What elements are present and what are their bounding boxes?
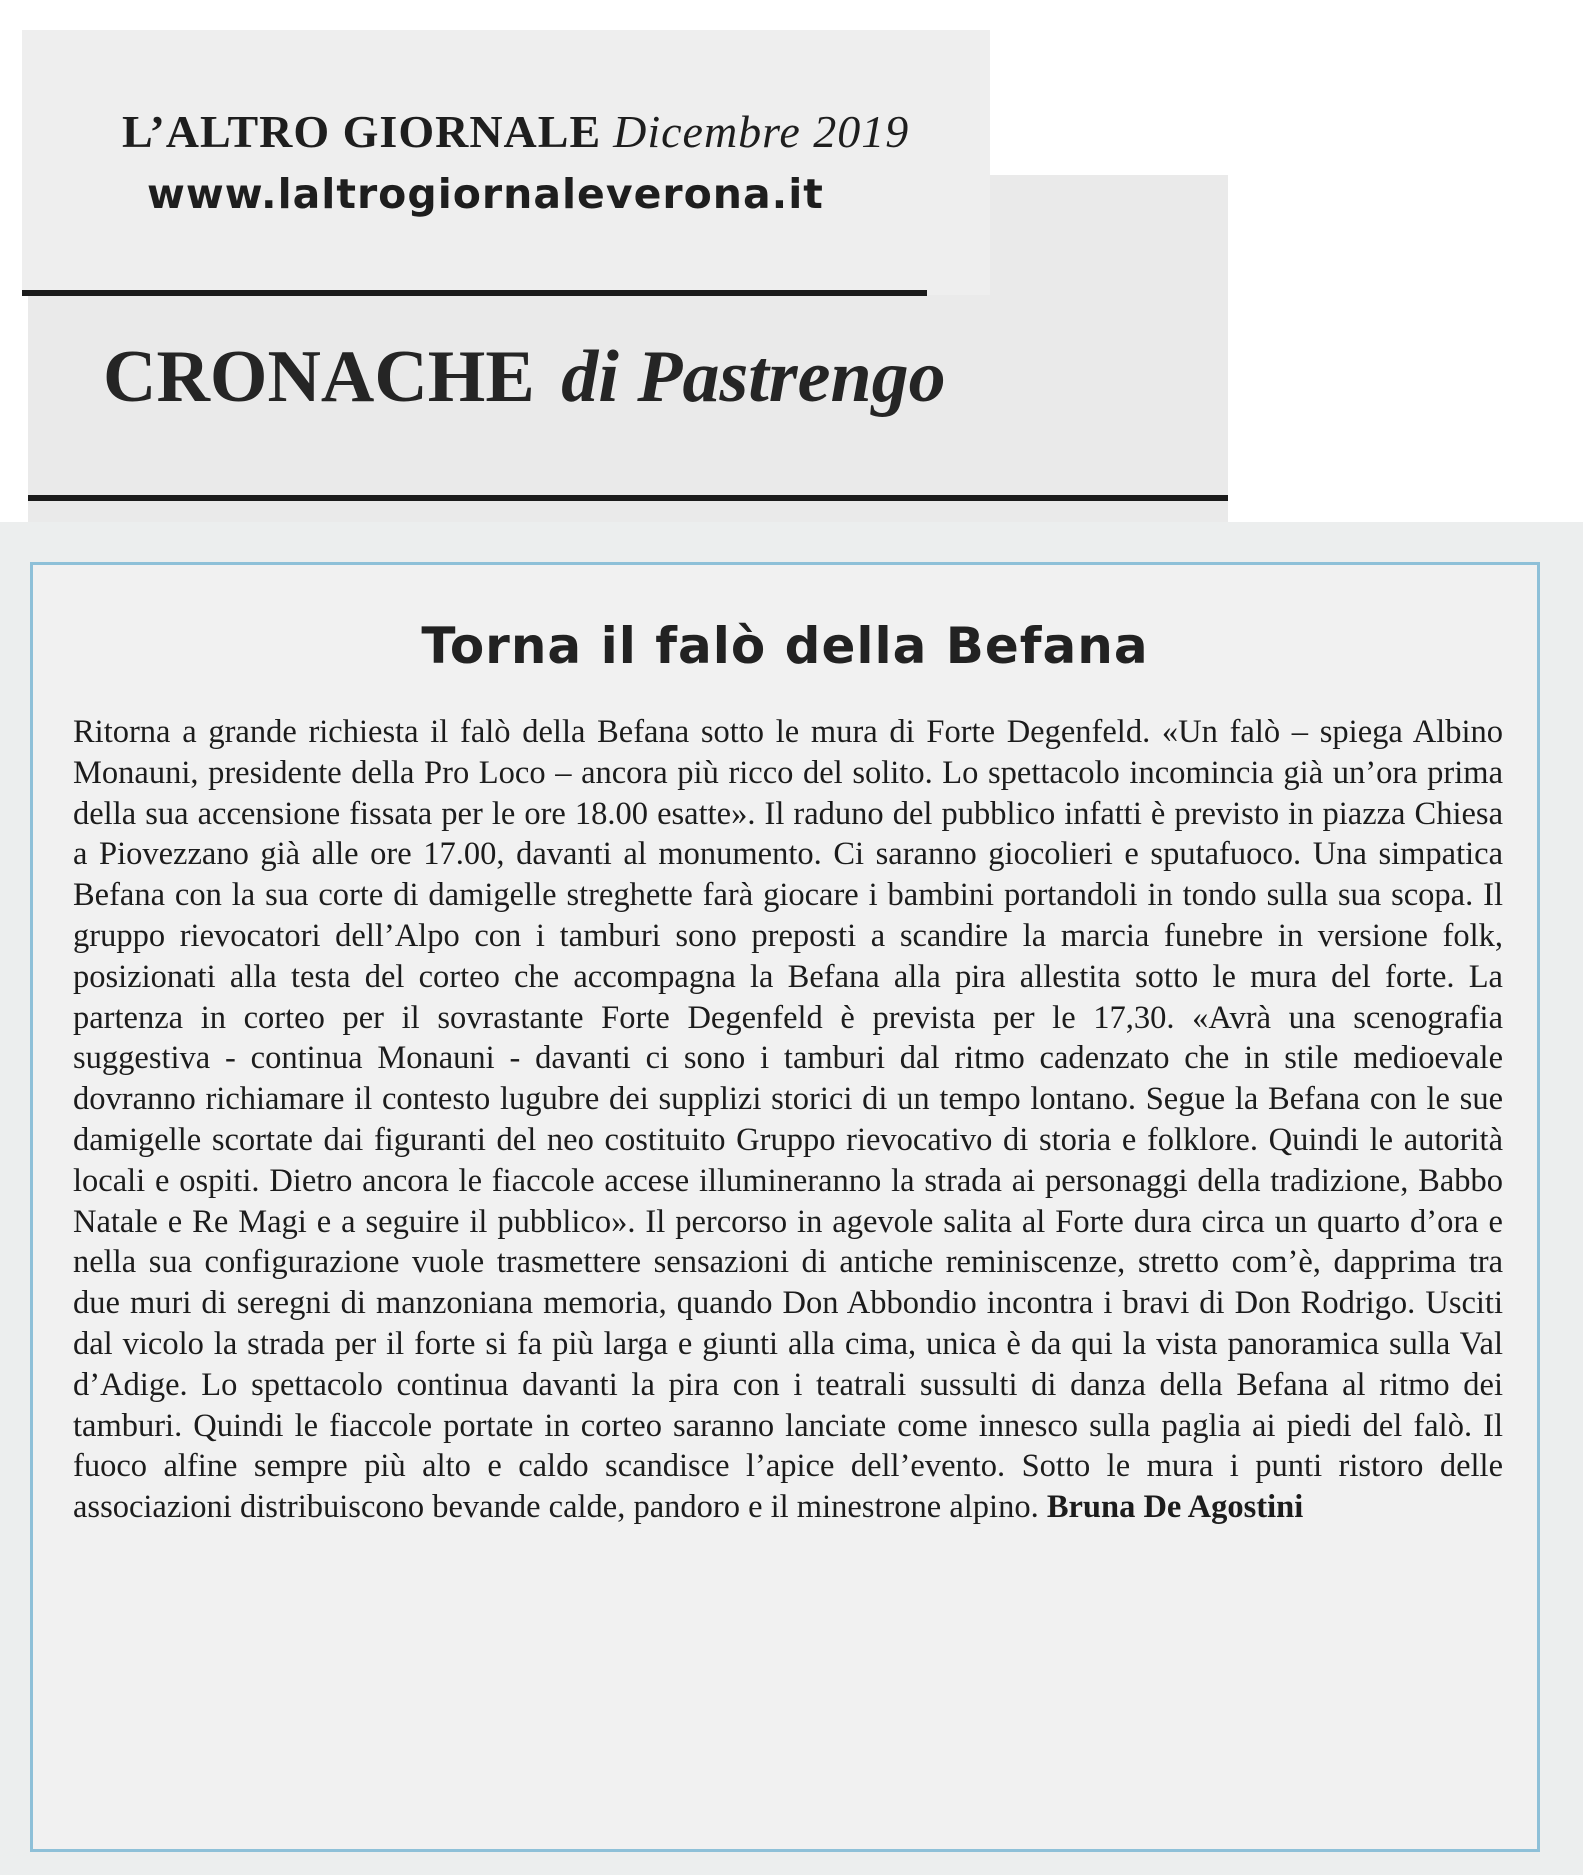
masthead-title-line xyxy=(122,105,909,158)
paper-url: www.laltrogiornaleverona.it xyxy=(147,170,824,218)
article-body xyxy=(73,712,1503,1528)
article-box xyxy=(30,562,1540,1852)
article-clipping xyxy=(0,522,1583,1875)
article-body-text: Ritorna a grande richiesta il falò della Befana sotto le mura di Forte Degenfeld. «Un falò – spiega Albino Monauni, presidente della Pro Loco – ancora più ricco del solito. Lo spettacolo incomincia già un’ora prima della sua accensione fissata per le ore 18.00 esatte». Il raduno del pubblico infatti è previsto in piazza Chiesa a Piovezzano già alle ore 17.00, davanti al monumento. Ci saranno giocolieri e sputafuoco. Una simpatica Befana con la sua corte di damigelle streghette farà giocare i bambini portandoli in tondo sulla sua scopa. Il gruppo rievocatori dell’Alpo con i tamburi sono preposti a scandire la marcia funebre in versione folk, posizionati alla testa del corteo che accompagna la Befana alla pira allestita sotto le mura del forte. La partenza in corteo per il sovrastante Forte Degenfeld è prevista per le 17,30. «Avrà una scenografia suggestiva - continua Monauni - davanti ci sono i tamburi dal ritmo cadenzato che in stile medioevale dovranno richiamare il contesto lugubre dei supplizi storici di un tempo lontano. Segue la Befana con le sue damigelle scortate dai figuranti del neo costituito Gruppo rievocativo di storia e folklore. Quindi le autorità locali e ospiti. Dietro ancora le fiaccole accese illumineranno la strada ai personaggi della tradizione, Babbo Natale e Re Magi e a seguire il pubblico». Il percorso in agevole salita al Forte dura circa un quarto d’ora e nella sua configurazione vuole trasmettere sensazioni di antiche reminiscenze, stretto com’è, dapprima tra due muri di seregni di manzoniana memoria, quando Don Abbondio incontra i bravi di Don Rodrigo. Usciti dal vicolo la strada per il forte si fa più larga e giunti alla cima, unica è da qui la vista panoramica sulla Val d’Adige. Lo spettacolo continua davanti la pira con i teatrali sussulti di danza della Befana al ritmo dei tamburi. Quindi le fiaccole portate in corteo saranno lanciate come innesco sulla paglia ai piedi del falò. Il fuoco alfine sempre più alto e caldo scandisce l’apice dell’evento. Sotto le mura i punti ristoro delle associazioni distribuiscono bevande calde, pandoro e il minestrone alpino. xyxy=(73,714,1503,1526)
section-rule xyxy=(28,495,1228,501)
section-title-main: CRONACHE xyxy=(103,336,535,418)
section-title xyxy=(103,335,946,420)
article-author: Bruna De Agostini xyxy=(1046,1489,1304,1526)
masthead-rule xyxy=(22,290,927,296)
section-title-sub: di Pastrengo xyxy=(561,336,946,418)
article-headline: Torna il falò della Befana xyxy=(421,617,1149,675)
paper-name: L’ALTRO GIORNALE xyxy=(122,106,602,157)
issue-date: Dicembre 2019 xyxy=(613,106,910,157)
masthead-clipping xyxy=(22,30,990,295)
